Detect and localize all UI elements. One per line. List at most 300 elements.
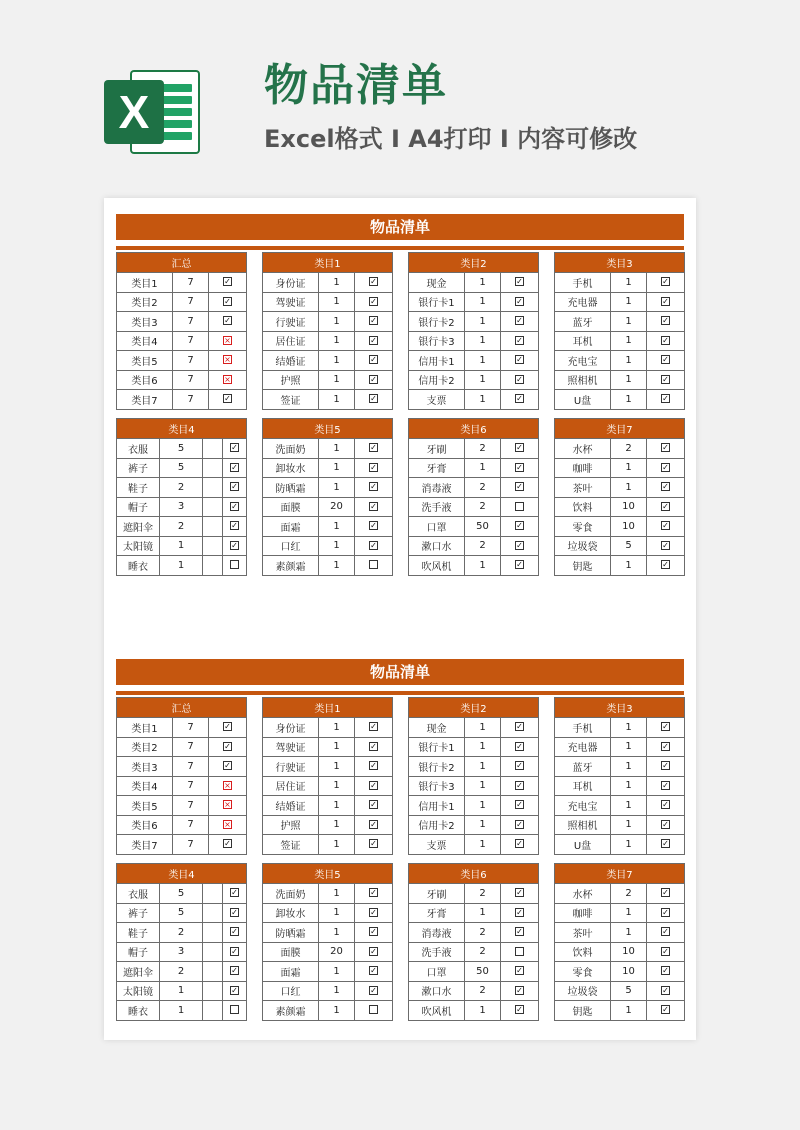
item-name: 茶叶: [555, 478, 611, 498]
table-row: [263, 312, 393, 332]
item-quantity: 7: [173, 292, 209, 312]
crossed-box-icon[interactable]: ×: [224, 780, 231, 790]
item-status-cell: [355, 757, 393, 777]
checked-box-icon[interactable]: ✓: [370, 335, 377, 345]
table-row: [117, 962, 247, 982]
item-status-cell: [355, 331, 393, 351]
item-quantity: 7: [173, 776, 209, 796]
item-quantity: 1: [611, 370, 647, 390]
checked-box-icon[interactable]: ✓: [231, 501, 238, 511]
checked-box-icon[interactable]: ✓: [516, 521, 523, 531]
checked-box-icon[interactable]: ✓: [516, 462, 523, 472]
empty-box-icon[interactable]: [230, 1005, 239, 1014]
item-status-cell: [501, 292, 539, 312]
checked-box-icon[interactable]: ✓: [370, 443, 377, 453]
checked-box-icon[interactable]: ✓: [662, 839, 669, 849]
checked-box-icon[interactable]: ✓: [370, 761, 377, 771]
item-status-cell: [647, 718, 685, 738]
table-row: [409, 815, 539, 835]
item-status-cell: [355, 497, 393, 517]
item-quantity: 1: [465, 718, 501, 738]
table-row: [117, 796, 247, 816]
checked-box-icon[interactable]: ✓: [224, 316, 231, 326]
item-name: 牙刷: [409, 439, 465, 459]
item-name: 漱口水: [409, 536, 465, 556]
item-status-cell: [355, 815, 393, 835]
table-row: [409, 776, 539, 796]
item-status-cell: [355, 439, 393, 459]
item-quantity: 7: [173, 331, 209, 351]
checked-box-icon[interactable]: ✓: [516, 374, 523, 384]
checked-box-icon[interactable]: ✓: [231, 946, 238, 956]
table-row: [263, 556, 393, 576]
table-row: [263, 370, 393, 390]
checked-box-icon[interactable]: ✓: [516, 560, 523, 570]
checked-box-icon[interactable]: ✓: [516, 355, 523, 365]
item-quantity: 20: [319, 497, 355, 517]
checked-box-icon[interactable]: ✓: [662, 1005, 669, 1015]
checked-box-icon[interactable]: ✓: [662, 780, 669, 790]
checked-box-icon[interactable]: ✓: [662, 985, 669, 995]
item-quantity: 1: [319, 776, 355, 796]
checked-box-icon[interactable]: ✓: [662, 394, 669, 404]
item-status-cell: [501, 478, 539, 498]
checked-box-icon[interactable]: ✓: [662, 927, 669, 937]
item-quantity: 1: [319, 370, 355, 390]
checked-box-icon[interactable]: ✓: [516, 761, 523, 771]
section-title: 物品清单: [116, 214, 684, 240]
checked-box-icon[interactable]: ✓: [370, 482, 377, 492]
checked-box-icon[interactable]: ✓: [370, 966, 377, 976]
item-quantity: 1: [319, 312, 355, 332]
checked-box-icon[interactable]: ✓: [516, 819, 523, 829]
empty-box-icon[interactable]: [230, 560, 239, 569]
empty-cell: [203, 439, 223, 459]
checked-box-icon[interactable]: ✓: [662, 443, 669, 453]
item-name: 银行卡1: [409, 292, 465, 312]
checklist-table: [262, 863, 393, 1021]
checked-box-icon[interactable]: ✓: [516, 907, 523, 917]
item-quantity: 2: [465, 536, 501, 556]
item-quantity: 10: [611, 962, 647, 982]
table-row: [117, 439, 247, 459]
crossed-box-icon[interactable]: ×: [224, 374, 231, 384]
item-name: 银行卡3: [409, 776, 465, 796]
checked-box-icon[interactable]: ✓: [662, 374, 669, 384]
item-name: 洗面奶: [263, 439, 319, 459]
checked-box-icon[interactable]: ✓: [224, 839, 231, 849]
item-quantity: 2: [611, 884, 647, 904]
item-status-cell: [501, 273, 539, 293]
empty-cell: [203, 981, 223, 1001]
item-name: 水杯: [555, 439, 611, 459]
item-name: U盘: [555, 390, 611, 410]
checked-box-icon[interactable]: ✓: [662, 316, 669, 326]
item-name: 耳机: [555, 776, 611, 796]
checked-box-icon[interactable]: ✓: [370, 277, 377, 287]
crossed-box-icon[interactable]: ×: [224, 335, 231, 345]
empty-cell: [203, 903, 223, 923]
checked-box-icon[interactable]: ✓: [370, 394, 377, 404]
item-quantity: 7: [173, 370, 209, 390]
item-quantity: 1: [319, 331, 355, 351]
checked-box-icon[interactable]: ✓: [370, 780, 377, 790]
checked-box-icon[interactable]: ✓: [231, 985, 238, 995]
table-header: 类目2: [409, 253, 539, 273]
item-quantity: 1: [465, 351, 501, 371]
checked-box-icon[interactable]: ✓: [370, 839, 377, 849]
item-name: 卸妆水: [263, 903, 319, 923]
table-row: [555, 273, 685, 293]
checked-box-icon[interactable]: ✓: [370, 722, 377, 732]
checked-box-icon[interactable]: ✓: [224, 761, 231, 771]
table-row: [263, 273, 393, 293]
checked-box-icon[interactable]: ✓: [231, 462, 238, 472]
checked-box-icon[interactable]: ✓: [224, 277, 231, 287]
item-name: 类目1: [117, 273, 173, 293]
checked-box-icon[interactable]: ✓: [370, 985, 377, 995]
item-name: 钥匙: [555, 556, 611, 576]
table-row: [117, 757, 247, 777]
item-quantity: 1: [611, 292, 647, 312]
table-row: [555, 776, 685, 796]
item-name: 防晒霜: [263, 923, 319, 943]
item-status-cell: [355, 962, 393, 982]
item-quantity: 1: [319, 439, 355, 459]
item-status-cell: [501, 370, 539, 390]
crossed-box-icon[interactable]: ×: [224, 800, 231, 810]
item-status-cell: [223, 517, 247, 537]
item-status-cell: [647, 517, 685, 537]
item-name: 衣服: [117, 439, 160, 459]
checked-box-icon[interactable]: ✓: [662, 335, 669, 345]
item-quantity: 1: [611, 1001, 647, 1021]
checked-box-icon[interactable]: ✓: [231, 966, 238, 976]
checked-box-icon[interactable]: ✓: [370, 819, 377, 829]
checked-box-icon[interactable]: ✓: [662, 761, 669, 771]
empty-box-icon[interactable]: [369, 560, 378, 569]
item-status-cell: [355, 835, 393, 855]
item-status-cell: [501, 351, 539, 371]
checked-box-icon[interactable]: ✓: [662, 277, 669, 287]
item-name: 遮阳伞: [117, 962, 160, 982]
item-status-cell: [355, 981, 393, 1001]
checked-box-icon[interactable]: ✓: [662, 819, 669, 829]
item-status-cell: [355, 942, 393, 962]
item-status-cell: [647, 370, 685, 390]
item-name: 现金: [409, 273, 465, 293]
checked-box-icon[interactable]: ✓: [370, 888, 377, 898]
item-name: 零食: [555, 517, 611, 537]
checked-box-icon[interactable]: ✓: [370, 907, 377, 917]
item-quantity: 1: [611, 835, 647, 855]
checked-box-icon[interactable]: ✓: [516, 927, 523, 937]
checked-box-icon[interactable]: ✓: [370, 462, 377, 472]
item-status-cell: [647, 273, 685, 293]
item-name: 类目7: [117, 835, 173, 855]
item-name: 钥匙: [555, 1001, 611, 1021]
item-name: 现金: [409, 718, 465, 738]
item-name: 充电宝: [555, 351, 611, 371]
item-name: 洗手液: [409, 942, 465, 962]
checked-box-icon[interactable]: ✓: [370, 540, 377, 550]
item-name: 类目5: [117, 351, 173, 371]
table-header: 类目3: [555, 253, 685, 273]
document-paper: [104, 198, 696, 1040]
table-row: [117, 331, 247, 351]
empty-box-icon[interactable]: [369, 1005, 378, 1014]
checked-box-icon[interactable]: ✓: [231, 927, 238, 937]
checked-box-icon[interactable]: ✓: [662, 355, 669, 365]
checked-box-icon[interactable]: ✓: [370, 521, 377, 531]
checked-box-icon[interactable]: ✓: [370, 296, 377, 306]
item-quantity: 1: [465, 312, 501, 332]
item-status-cell: [355, 536, 393, 556]
table-row: [409, 903, 539, 923]
checked-box-icon[interactable]: ✓: [662, 907, 669, 917]
item-name: 手机: [555, 273, 611, 293]
item-quantity: 2: [465, 497, 501, 517]
item-name: 面膜: [263, 942, 319, 962]
item-name: 鞋子: [117, 478, 160, 498]
checked-box-icon[interactable]: ✓: [516, 443, 523, 453]
table-row: [555, 884, 685, 904]
item-status-cell: [501, 942, 539, 962]
table-row: [409, 370, 539, 390]
table-header: 汇总: [117, 253, 247, 273]
table-row: [409, 478, 539, 498]
table-row: [263, 478, 393, 498]
checked-box-icon[interactable]: ✓: [662, 560, 669, 570]
table-row: [555, 458, 685, 478]
excel-logo-icon: [104, 62, 204, 162]
table-row: [117, 458, 247, 478]
checked-box-icon[interactable]: ✓: [224, 741, 231, 751]
checked-box-icon[interactable]: ✓: [231, 540, 238, 550]
item-name: 结婚证: [263, 796, 319, 816]
table-header: 类目5: [263, 419, 393, 439]
item-quantity: 1: [319, 718, 355, 738]
item-status-cell: [223, 903, 247, 923]
item-quantity: 2: [465, 478, 501, 498]
checked-box-icon[interactable]: ✓: [516, 780, 523, 790]
item-quantity: 1: [611, 903, 647, 923]
empty-box-icon[interactable]: [515, 502, 524, 511]
item-status-cell: [647, 536, 685, 556]
item-quantity: 1: [319, 962, 355, 982]
checked-box-icon[interactable]: ✓: [370, 355, 377, 365]
item-status-cell: [223, 458, 247, 478]
item-quantity: 5: [611, 536, 647, 556]
item-status-cell: [647, 351, 685, 371]
item-quantity: 1: [465, 903, 501, 923]
checked-box-icon[interactable]: ✓: [370, 946, 377, 956]
item-quantity: 2: [465, 884, 501, 904]
item-quantity: 1: [465, 370, 501, 390]
table-row: [263, 718, 393, 738]
checked-box-icon[interactable]: ✓: [231, 482, 238, 492]
checked-box-icon[interactable]: ✓: [231, 443, 238, 453]
item-quantity: 2: [160, 478, 203, 498]
item-name: 饮料: [555, 497, 611, 517]
item-name: 支票: [409, 835, 465, 855]
checked-box-icon[interactable]: ✓: [224, 394, 231, 404]
item-quantity: 5: [160, 439, 203, 459]
checklist-table: [116, 863, 247, 1021]
checked-box-icon[interactable]: ✓: [516, 800, 523, 810]
table-row: [117, 517, 247, 537]
checked-box-icon[interactable]: ✓: [662, 966, 669, 976]
item-name: 蓝牙: [555, 312, 611, 332]
table-row: [263, 815, 393, 835]
item-name: 咖啡: [555, 903, 611, 923]
checked-box-icon[interactable]: ✓: [662, 501, 669, 511]
item-quantity: 2: [465, 942, 501, 962]
checked-box-icon[interactable]: ✓: [662, 888, 669, 898]
item-status-cell: [647, 981, 685, 1001]
checklist-table: [408, 697, 539, 855]
checked-box-icon[interactable]: ✓: [516, 1005, 523, 1015]
item-status-cell: [647, 962, 685, 982]
table-row: [555, 962, 685, 982]
table-row: [555, 331, 685, 351]
checked-box-icon[interactable]: ✓: [662, 521, 669, 531]
checked-box-icon[interactable]: ✓: [662, 722, 669, 732]
table-row: [117, 312, 247, 332]
checked-box-icon[interactable]: ✓: [516, 966, 523, 976]
item-quantity: 1: [611, 923, 647, 943]
table-row: [409, 390, 539, 410]
item-quantity: 2: [465, 923, 501, 943]
checked-box-icon[interactable]: ✓: [231, 521, 238, 531]
item-status-cell: [355, 390, 393, 410]
item-name: 口红: [263, 981, 319, 1001]
table-row: [409, 497, 539, 517]
crossed-box-icon[interactable]: ×: [224, 819, 231, 829]
checked-box-icon[interactable]: ✓: [516, 985, 523, 995]
item-status-cell: [355, 351, 393, 371]
checked-box-icon[interactable]: ✓: [224, 722, 231, 732]
item-status-cell: [355, 458, 393, 478]
item-quantity: 1: [465, 1001, 501, 1021]
item-quantity: 7: [173, 312, 209, 332]
item-quantity: 1: [319, 292, 355, 312]
item-name: 帽子: [117, 497, 160, 517]
checked-box-icon[interactable]: ✓: [662, 946, 669, 956]
table-row: [409, 737, 539, 757]
checked-box-icon[interactable]: ✓: [231, 888, 238, 898]
checked-box-icon[interactable]: ✓: [516, 888, 523, 898]
checked-box-icon[interactable]: ✓: [516, 482, 523, 492]
table-header: 类目6: [409, 419, 539, 439]
item-name: 身份证: [263, 273, 319, 293]
item-status-cell: [355, 370, 393, 390]
item-status-cell: [501, 737, 539, 757]
checked-box-icon[interactable]: ✓: [516, 296, 523, 306]
table-row: [555, 312, 685, 332]
checked-box-icon[interactable]: ✓: [516, 316, 523, 326]
table-row: [263, 962, 393, 982]
item-status-cell: [501, 458, 539, 478]
checklist-table: [408, 418, 539, 576]
checklist-table: [554, 863, 685, 1021]
table-row: [263, 737, 393, 757]
item-status-cell: [209, 757, 247, 777]
item-status-cell: [647, 815, 685, 835]
checked-box-icon[interactable]: ✓: [516, 741, 523, 751]
item-status-cell: [647, 556, 685, 576]
block-row: [116, 697, 684, 853]
checked-box-icon[interactable]: ✓: [662, 296, 669, 306]
crossed-box-icon[interactable]: ×: [224, 355, 231, 365]
checked-box-icon[interactable]: ✓: [516, 394, 523, 404]
item-name: 类目3: [117, 757, 173, 777]
empty-box-icon[interactable]: [515, 947, 524, 956]
checked-box-icon[interactable]: ✓: [370, 501, 377, 511]
item-quantity: 1: [611, 718, 647, 738]
item-quantity: 7: [173, 737, 209, 757]
checked-box-icon[interactable]: ✓: [231, 907, 238, 917]
item-name: 照相机: [555, 815, 611, 835]
item-status-cell: [647, 439, 685, 459]
checked-box-icon[interactable]: ✓: [370, 800, 377, 810]
table-row: [555, 923, 685, 943]
item-name: 牙膏: [409, 903, 465, 923]
item-status-cell: [355, 556, 393, 576]
checked-box-icon[interactable]: ✓: [224, 296, 231, 306]
item-quantity: 20: [319, 942, 355, 962]
checked-box-icon[interactable]: ✓: [370, 374, 377, 384]
checked-box-icon[interactable]: ✓: [370, 316, 377, 326]
checked-box-icon[interactable]: ✓: [662, 741, 669, 751]
item-quantity: 7: [173, 273, 209, 293]
item-quantity: 1: [319, 923, 355, 943]
checked-box-icon[interactable]: ✓: [662, 462, 669, 472]
item-name: 银行卡3: [409, 331, 465, 351]
table-row: [263, 942, 393, 962]
checked-box-icon[interactable]: ✓: [370, 927, 377, 937]
checklist-table: [408, 252, 539, 410]
checked-box-icon[interactable]: ✓: [516, 839, 523, 849]
item-name: 行驶证: [263, 757, 319, 777]
item-name: 信用卡2: [409, 370, 465, 390]
table-row: [117, 737, 247, 757]
checklist-table: [554, 697, 685, 855]
item-status-cell: [223, 478, 247, 498]
item-quantity: 5: [160, 458, 203, 478]
item-status-cell: [223, 439, 247, 459]
checked-box-icon[interactable]: ✓: [516, 722, 523, 732]
checked-box-icon[interactable]: ✓: [370, 741, 377, 751]
item-status-cell: [209, 718, 247, 738]
checked-box-icon[interactable]: ✓: [516, 540, 523, 550]
item-status-cell: [209, 331, 247, 351]
checked-box-icon[interactable]: ✓: [516, 335, 523, 345]
empty-cell: [203, 458, 223, 478]
checked-box-icon[interactable]: ✓: [662, 540, 669, 550]
checked-box-icon[interactable]: ✓: [662, 482, 669, 492]
checklist-table: [262, 252, 393, 410]
item-name: 卸妆水: [263, 458, 319, 478]
table-row: [263, 517, 393, 537]
item-status-cell: [501, 517, 539, 537]
checked-box-icon[interactable]: ✓: [516, 277, 523, 287]
item-quantity: 1: [319, 737, 355, 757]
checked-box-icon[interactable]: ✓: [662, 800, 669, 810]
item-name: 咖啡: [555, 458, 611, 478]
item-quantity: 1: [611, 737, 647, 757]
table-header: 类目4: [117, 419, 247, 439]
